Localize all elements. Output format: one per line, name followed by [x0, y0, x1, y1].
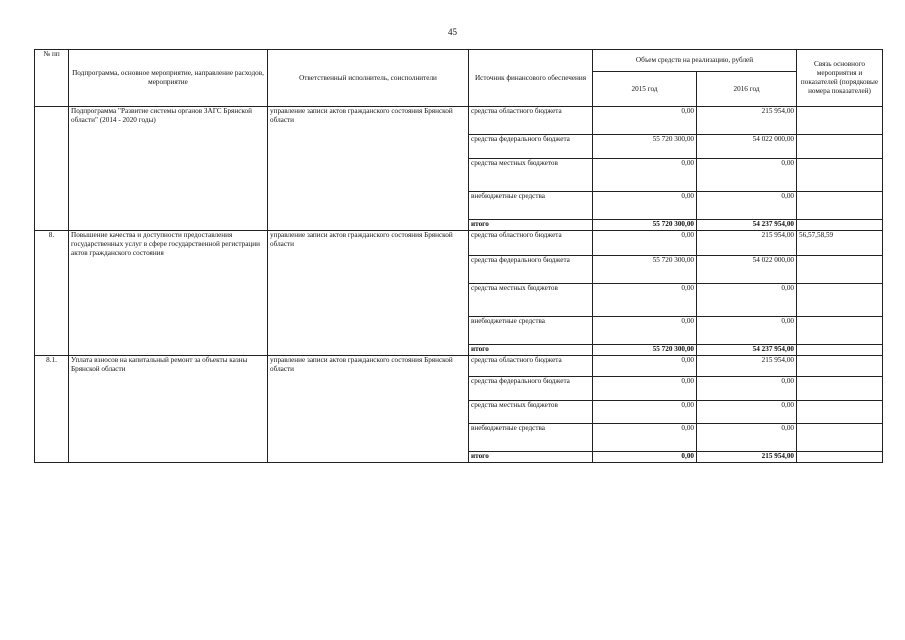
indicator-link-empty	[797, 345, 883, 356]
measure-name: Подпрограмма "Развитие системы органов ЗАГС Брянской области" (2014 - 2020 годы)	[69, 107, 268, 231]
amount-2015: 0,00	[593, 377, 697, 401]
header-name: Подпрограмма, основное мероприятие, направление расходов, мероприятие	[69, 50, 268, 107]
table-row	[35, 231, 883, 256]
amount-2015: 55 720 300,00	[593, 345, 697, 356]
measure-name: Повышение качества и доступности предоставления государственных услуг в сфере государственной регистрации актов гражданского состояния	[69, 231, 268, 356]
indicator-link-empty	[797, 220, 883, 231]
funding-source: итого	[469, 452, 593, 463]
amount-2016: 0,00	[697, 284, 797, 317]
table-body	[35, 107, 883, 463]
indicator-link-empty	[797, 135, 883, 159]
amount-2016: 0,00	[697, 159, 797, 192]
amount-2015: 0,00	[593, 424, 697, 452]
funding-source: средства федерального бюджета	[469, 256, 593, 284]
indicator-link-empty	[797, 256, 883, 284]
row-number: 8.	[35, 231, 69, 356]
header-executor: Ответственный исполнитель, соисполнители	[268, 50, 469, 107]
funding-source: средства федерального бюджета	[469, 135, 593, 159]
indicator-link-empty	[797, 377, 883, 401]
funding-source: средства областного бюджета	[469, 356, 593, 377]
amount-2015: 55 720 300,00	[593, 256, 697, 284]
amount-2015: 0,00	[593, 231, 697, 256]
page-number: 45	[448, 27, 457, 37]
amount-2016: 0,00	[697, 424, 797, 452]
amount-2016: 215 954,00	[697, 356, 797, 377]
header-source: Источник финансового обеспечения	[469, 50, 593, 107]
indicator-link: 56,57,58,59	[797, 231, 883, 256]
amount-2016: 0,00	[697, 192, 797, 220]
funding-source: внебюджетные средства	[469, 192, 593, 220]
funding-source: внебюджетные средства	[469, 317, 593, 345]
executor-name: управление записи актов гражданского состояния Брянской области	[268, 107, 469, 231]
header-2016: 2016 год	[697, 72, 797, 107]
row-number	[35, 107, 69, 231]
row-number: 8.1.	[35, 356, 69, 463]
funding-source: средства местных бюджетов	[469, 284, 593, 317]
indicator-link	[797, 107, 883, 135]
header-no: № пп	[35, 50, 69, 107]
budget-table	[34, 49, 883, 463]
funding-source: средства областного бюджета	[469, 107, 593, 135]
indicator-link-empty	[797, 284, 883, 317]
indicator-link-empty	[797, 452, 883, 463]
funding-source: средства областного бюджета	[469, 231, 593, 256]
indicator-link-empty	[797, 192, 883, 220]
indicator-link-empty	[797, 317, 883, 345]
amount-2015: 0,00	[593, 317, 697, 345]
funding-source: средства местных бюджетов	[469, 401, 593, 424]
measure-name: Уплата взносов на капитальный ремонт за объекты казны Брянской области	[69, 356, 268, 463]
amount-2016: 54 237 954,00	[697, 220, 797, 231]
amount-2015: 0,00	[593, 401, 697, 424]
header-2015: 2015 год	[593, 72, 697, 107]
amount-2015: 0,00	[593, 356, 697, 377]
amount-2016: 215 954,00	[697, 107, 797, 135]
funding-source: итого	[469, 345, 593, 356]
amount-2016: 215 954,00	[697, 231, 797, 256]
indicator-link	[797, 356, 883, 377]
indicator-link-empty	[797, 401, 883, 424]
amount-2016: 54 237 954,00	[697, 345, 797, 356]
table-row	[35, 107, 883, 135]
funding-source: средства местных бюджетов	[469, 159, 593, 192]
executor-name: управление записи актов гражданского состояния Брянской области	[268, 356, 469, 463]
amount-2016: 54 022 000,00	[697, 256, 797, 284]
table-row	[35, 356, 883, 377]
funding-source: итого	[469, 220, 593, 231]
funding-source: внебюджетные средства	[469, 424, 593, 452]
amount-2015: 0,00	[593, 192, 697, 220]
amount-2016: 0,00	[697, 377, 797, 401]
amount-2016: 0,00	[697, 317, 797, 345]
amount-2016: 215 954,00	[697, 452, 797, 463]
amount-2015: 0,00	[593, 284, 697, 317]
indicator-link-empty	[797, 424, 883, 452]
amount-2015: 0,00	[593, 107, 697, 135]
amount-2015: 55 720 300,00	[593, 220, 697, 231]
header-link: Связь основного мероприятия и показателей (порядковые номера показателей)	[797, 50, 883, 107]
amount-2016: 54 022 000,00	[697, 135, 797, 159]
funding-source: средства федерального бюджета	[469, 377, 593, 401]
amount-2015: 0,00	[593, 159, 697, 192]
executor-name: управление записи актов гражданского состояния Брянской области	[268, 231, 469, 356]
header-volume: Объем средств на реализацию, рублей	[593, 50, 797, 72]
amount-2016: 0,00	[697, 401, 797, 424]
amount-2015: 55 720 300,00	[593, 135, 697, 159]
amount-2015: 0,00	[593, 452, 697, 463]
indicator-link-empty	[797, 159, 883, 192]
